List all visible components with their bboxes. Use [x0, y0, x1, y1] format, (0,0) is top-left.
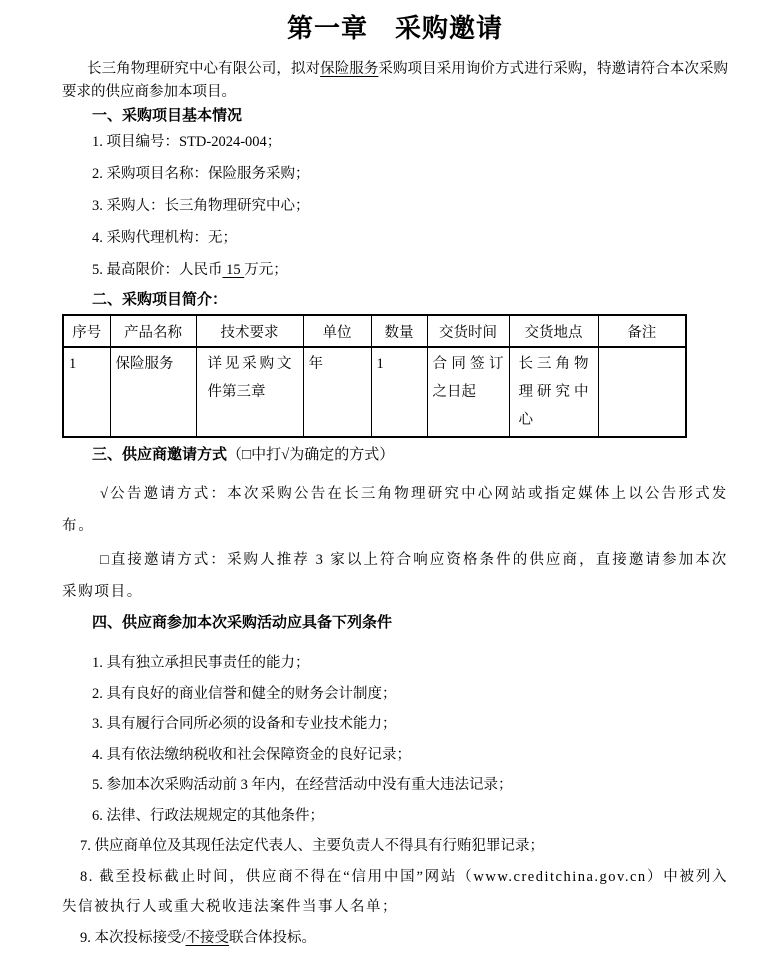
- cell-unit: 年: [303, 347, 371, 437]
- section-three-heading-paren: （□中打√为确定的方式）: [227, 447, 394, 463]
- cell-seq: 1: [63, 347, 110, 437]
- condition-item-9: [62, 923, 728, 953]
- cell-qty: 1: [371, 347, 427, 437]
- section-four-heading: 四、供应商参加本次采购活动应具备下列条件: [62, 608, 728, 638]
- condition-item-2: 2. 具有良好的商业信誉和健全的财务会计制度；: [62, 679, 728, 710]
- condition-item-4: 4. 具有依法缴纳税收和社会保障资金的良好记录；: [62, 740, 728, 771]
- section-one-heading: 一、采购项目基本情况: [62, 106, 728, 126]
- header-cell-remark: 备注: [598, 315, 686, 347]
- max-price-item: [62, 254, 728, 286]
- cell-delivery-place: 长三角物理研究中心: [509, 347, 598, 437]
- insurance-service-underline: 保险服务: [320, 61, 378, 77]
- header-cell-delivery-place: 交货地点: [509, 315, 598, 347]
- condition-item-9-post: 联合体投标。: [229, 930, 316, 946]
- header-cell-qty: 数量: [371, 315, 427, 347]
- chapter-title: 第一章 采购邀请: [62, 12, 728, 46]
- condition-item-7: 7. 供应商单位及其现任法定代表人、主要负责人不得具有行贿犯罪记录；: [62, 831, 728, 862]
- section-three-heading-bold: 三、供应商邀请方式: [92, 447, 227, 463]
- intro-text-pre: 长三角物理研究中心有限公司，拟对: [87, 61, 320, 77]
- condition-item-8: 8. 截至投标截止时间，供应商不得在“信用中国”网站（www.creditchina.gov.cn）中被列入失信被执行人或重大税收违法案件当事人名单；: [62, 862, 728, 923]
- condition-item-3: 3. 具有履行合同所必须的设备和专业技术能力；: [62, 709, 728, 740]
- condition-item-5: 5. 参加本次采购活动前 3 年内，在经营活动中没有重大违法记录；: [62, 770, 728, 801]
- supplier-conditions-list: [62, 648, 728, 953]
- header-cell-unit: 单位: [303, 315, 371, 347]
- procurement-summary-table: [62, 314, 687, 438]
- intro-paragraph: [62, 58, 728, 104]
- cell-product: 保险服务: [110, 347, 196, 437]
- purchaser-item: 3. 采购人：长三角物理研究中心；: [62, 190, 728, 222]
- cell-tech: 详见采购文件第三章: [196, 347, 303, 437]
- condition-item-9-pre: 9. 本次投标接受/: [80, 930, 186, 946]
- direct-option-paragraph: □直接邀请方式：采购人推荐 3 家以上符合响应资格条件的供应商，直接邀请参加本次采购项目。: [62, 544, 728, 608]
- agency-item: 4. 采购代理机构：无；: [62, 222, 728, 254]
- section-two-heading: 二、采购项目简介：: [62, 286, 728, 314]
- no-joint-bid-underline: 不接受: [186, 930, 230, 946]
- header-cell-product: 产品名称: [110, 315, 196, 347]
- table-data-row: [63, 347, 686, 437]
- condition-item-1: 1. 具有独立承担民事责任的能力；: [62, 648, 728, 679]
- project-name-item: 2. 采购项目名称：保险服务采购；: [62, 158, 728, 190]
- header-cell-tech: 技术要求: [196, 315, 303, 347]
- cell-delivery-time: 合同签订之日起: [427, 347, 509, 437]
- header-cell-delivery-time: 交货时间: [427, 315, 509, 347]
- cell-remark: [598, 347, 686, 437]
- table-header-row: [63, 315, 686, 347]
- announce-option-paragraph: √公告邀请方式：本次采购公告在长三角物理研究中心网站或指定媒体上以公告形式发布。: [62, 478, 728, 542]
- condition-item-6: 6. 法律、行政法规规定的其他条件；: [62, 801, 728, 832]
- max-price-underline: 15: [223, 262, 245, 278]
- intro-text-post: 采购项目采用询价方式进行采购，特邀请符合本次采购要求的供应商参加本项目。: [62, 61, 728, 100]
- project-number-item: 1. 项目编号：STD-2024-004；: [62, 126, 728, 158]
- header-cell-seq: 序号: [63, 315, 110, 347]
- section-three-heading: [62, 442, 728, 468]
- project-info-list: [62, 126, 728, 286]
- max-price-pre: 5. 最高限价：人民币: [92, 262, 223, 278]
- max-price-post: 万元；: [244, 262, 288, 278]
